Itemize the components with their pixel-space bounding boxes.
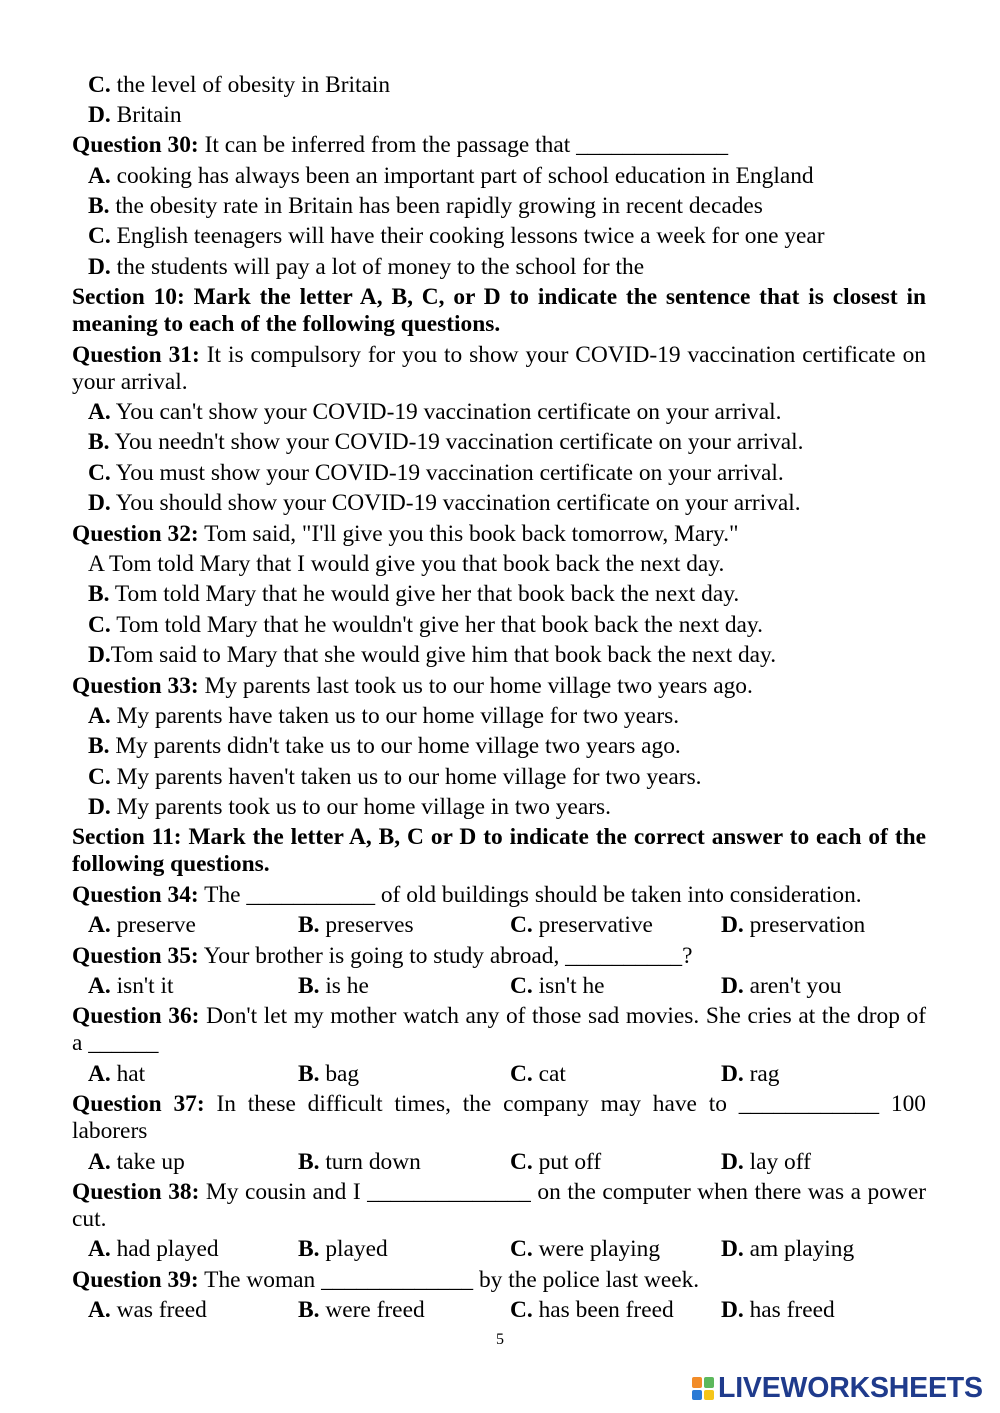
q30-stem: Question 30: It can be inferred from the passage that _____________ bbox=[72, 132, 729, 159]
q31-option-d: D. You should show your COVID-19 vaccination certificate on your arrival. bbox=[88, 490, 801, 517]
q39-option-a: A. was freed bbox=[88, 1297, 207, 1324]
q30-option-d: D. the students will pay a lot of money to the school for the bbox=[88, 253, 645, 280]
q33-option-a: A. My parents have taken us to our home village for two years. bbox=[88, 702, 680, 729]
q36-option-d: D. rag bbox=[721, 1060, 780, 1087]
q35-option-b: B. is he bbox=[298, 973, 369, 1000]
q39-options bbox=[72, 1297, 926, 1324]
q38-option-c: C. were playing bbox=[510, 1236, 661, 1263]
q34-option-b: B. preserves bbox=[298, 912, 414, 939]
q34-option-a: A. preserve bbox=[88, 912, 196, 939]
q31-option-a: A. You can't show your COVID-19 vaccination certificate on your arrival. bbox=[88, 399, 782, 426]
q37-stem: Question 37: In these difficult times, the company may have to ____________ 100 laborers bbox=[72, 1091, 926, 1145]
q33-option-d: D. My parents took us to our home village in two years. bbox=[88, 794, 611, 821]
q36-stem: Question 36: Don't let my mother watch any of those sad movies. She cries at the drop of a ______ bbox=[72, 1003, 926, 1057]
q35-option-d: D. aren't you bbox=[721, 973, 842, 1000]
q32-option-c: C. Tom told Mary that he wouldn't give her that book back the next day. bbox=[88, 611, 763, 638]
q33-option-c: C. My parents haven't taken us to our home village for two years. bbox=[88, 763, 702, 790]
q33-stem: Question 33: My parents last took us to our home village two years ago. bbox=[72, 672, 753, 699]
q37-option-a: A. take up bbox=[88, 1148, 185, 1175]
q35-options bbox=[72, 973, 926, 1000]
q32-option-b: B. Tom told Mary that he would give her that book back the next day. bbox=[88, 581, 740, 608]
q38-stem: Question 38: My cousin and I ______________ on the computer when there was a power cut. bbox=[72, 1179, 926, 1232]
q30-option-c: C. English teenagers will have their cooking lessons twice a week for one year bbox=[88, 223, 825, 250]
q38-option-b: B. played bbox=[298, 1236, 388, 1263]
q32-option-d: D.Tom said to Mary that she would give him that book back the next day. bbox=[88, 642, 777, 669]
q29-option-d: D. Britain bbox=[88, 101, 182, 128]
q30-option-a: A. cooking has always been an important part of school education in England bbox=[88, 162, 814, 189]
q36-option-b: B. bag bbox=[298, 1060, 360, 1087]
q31-stem: Question 31: It is compulsory for you to show your COVID-19 vaccination certificate on your arrival. bbox=[72, 341, 926, 395]
section-10-heading: Section 10: Mark the letter A, B, C, or D to indicate the sentence that is closest in meaning to each of the following questions. bbox=[72, 284, 926, 338]
q31-option-b: B. You needn't show your COVID-19 vaccination certificate on your arrival. bbox=[88, 429, 804, 456]
q30-option-b: B. the obesity rate in Britain has been rapidly growing in recent decades bbox=[88, 193, 763, 220]
q37-option-c: C. put off bbox=[510, 1148, 602, 1175]
worksheet-page bbox=[72, 72, 926, 1328]
q39-stem: Question 39: The woman _____________ by the police last week. bbox=[72, 1266, 700, 1293]
q38-options bbox=[72, 1236, 926, 1263]
q38-option-a: A. had played bbox=[88, 1236, 219, 1263]
q29-option-c: C. the level of obesity in Britain bbox=[88, 71, 391, 98]
q37-options bbox=[72, 1149, 926, 1176]
liveworksheets-logo-icon bbox=[692, 1377, 714, 1400]
q36-option-a: A. hat bbox=[88, 1060, 146, 1087]
q35-option-a: A. isn't it bbox=[88, 973, 174, 1000]
q37-option-d: D. lay off bbox=[721, 1148, 811, 1175]
q39-option-b: B. were freed bbox=[298, 1297, 425, 1324]
q32-option-a: A Tom told Mary that I would give you that book back the next day. bbox=[88, 550, 725, 577]
q39-option-c: C. has been freed bbox=[510, 1297, 674, 1324]
q34-option-d: D. preservation bbox=[721, 912, 866, 939]
section-11-heading: Section 11: Mark the letter A, B, C or D to indicate the correct answer to each of the following questions. bbox=[72, 824, 926, 878]
q34-option-c: C. preservative bbox=[510, 912, 653, 939]
q34-stem: Question 34: The ___________ of old buildings should be taken into consideration. bbox=[72, 881, 862, 908]
q39-option-d: D. has freed bbox=[721, 1297, 835, 1324]
q38-option-d: D. am playing bbox=[721, 1236, 855, 1263]
q34-options bbox=[72, 912, 926, 939]
q36-options bbox=[72, 1061, 926, 1088]
q36-option-c: C. cat bbox=[510, 1060, 566, 1087]
q32-stem: Question 32: Tom said, "I'll give you this book back tomorrow, Mary." bbox=[72, 520, 739, 547]
q35-stem: Question 35: Your brother is going to study abroad, __________? bbox=[72, 942, 693, 969]
q33-option-b: B. My parents didn't take us to our home village two years ago. bbox=[88, 733, 681, 760]
liveworksheets-logo-text: LIVEWORKSHEETS bbox=[718, 1372, 983, 1404]
page-number: 5 bbox=[496, 1331, 504, 1348]
q37-option-b: B. turn down bbox=[298, 1148, 421, 1175]
q35-option-c: C. isn't he bbox=[510, 973, 605, 1000]
q31-option-c: C. You must show your COVID-19 vaccination certificate on your arrival. bbox=[88, 459, 784, 486]
